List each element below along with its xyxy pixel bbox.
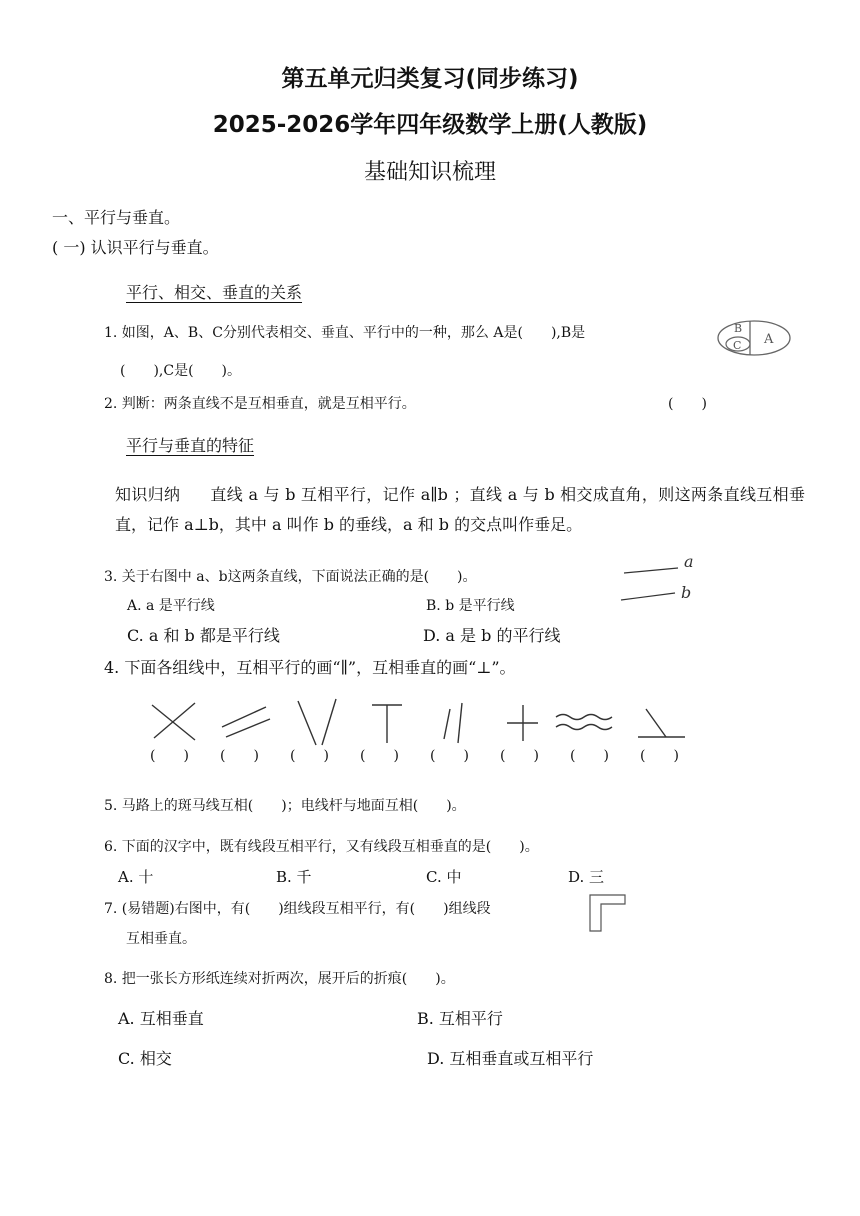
question-8-option-d: D. 互相垂直或互相平行 (427, 1049, 594, 1068)
question-7-line2: 互相垂直。 (126, 931, 196, 947)
q4-blank-5: ( ) (430, 748, 469, 764)
topic-heading-relation: 平行、相交、垂直的关系 (126, 283, 303, 302)
question-3-option-a: A. a 是平行线 (127, 598, 215, 614)
q4-blank-1: ( ) (150, 748, 189, 764)
knowledge-label: 知识归纳 (115, 485, 181, 504)
venn-label-c: C (733, 339, 742, 352)
question-8-option-c: C. 相交 (118, 1049, 172, 1068)
knowledge-text: 直线 a 与 b 互相平行，记作 a∥b ；直线 a 与 b 相交成直角，则这两条直线互相垂直，记作 a⊥b，其中 a 叫作 b 的垂线，a 和 b 的交点叫作垂足。 (115, 485, 805, 534)
topic-heading-feature: 平行与垂直的特征 (126, 436, 255, 455)
question-3-option-d: D. a 是 b 的平行线 (423, 626, 561, 645)
question-6: 6. 下面的汉字中，既有线段互相平行，又有线段互相垂直的是( )。 (104, 839, 539, 855)
question-3-option-b: B. b 是平行线 (426, 598, 515, 614)
question-6-option-a: A. 十 (118, 868, 154, 886)
q4-blank-7: ( ) (570, 748, 609, 764)
question-8: 8. 把一张长方形纸连续对折两次，展开后的折痕( )。 (104, 971, 455, 987)
question-4: 4. 下面各组线中，互相平行的画“∥”，互相垂直的画“⊥”。 (104, 658, 516, 677)
question-8-option-a: A. 互相垂直 (118, 1009, 204, 1028)
knowledge-summary (115, 480, 805, 540)
question-2: 2. 判断：两条直线不是互相垂直，就是互相平行。 (104, 396, 416, 412)
q4-blank-2: ( ) (220, 748, 259, 764)
q4-blank-4: ( ) (360, 748, 399, 764)
section-heading: 一、平行与垂直。 (52, 208, 181, 227)
question-5: 5. 马路上的斑马线互相( )；电线杆与地面互相( )。 (104, 798, 466, 814)
l-shape-figure (588, 893, 628, 933)
question-1-line1: 1. 如图，A、B、C分别代表相交、垂直、平行中的一种，那么 A是( ),B是 (104, 325, 586, 341)
q4-blank-8: ( ) (640, 748, 679, 764)
subsection-heading: ( 一) 认识平行与垂直。 (52, 238, 219, 257)
line-label-b: b (681, 583, 692, 602)
question-2-answer-blank: ( ) (668, 396, 707, 412)
venn-diagram-figure (716, 318, 794, 358)
venn-label-b: B (734, 322, 743, 335)
doc-title: 第五单元归类复习(同步练习) (281, 66, 579, 92)
q4-blank-6: ( ) (500, 748, 539, 764)
question-3-option-c: C. a 和 b 都是平行线 (127, 626, 280, 645)
venn-label-a: A (764, 332, 774, 347)
question-8-option-b: B. 互相平行 (417, 1009, 503, 1028)
q4-blank-3: ( ) (290, 748, 329, 764)
question-1-line2: ( ),C是( )。 (120, 363, 242, 379)
section-title: 基础知识梳理 (363, 160, 496, 185)
doc-subtitle: 2025-2026学年四年级数学上册(人教版) (212, 112, 648, 138)
line-label-a: a (684, 552, 694, 571)
lines-ab-figure (618, 550, 698, 605)
question-6-option-d: D. 三 (568, 868, 605, 886)
question-7-line1: 7. (易错题)右图中，有( )组线段互相平行，有( )组线段 (104, 901, 491, 917)
question-3: 3. 关于右图中 a、b这两条直线，下面说法正确的是( )。 (104, 569, 477, 585)
question-6-option-c: C. 中 (426, 868, 462, 886)
question-6-option-b: B. 千 (276, 868, 312, 886)
